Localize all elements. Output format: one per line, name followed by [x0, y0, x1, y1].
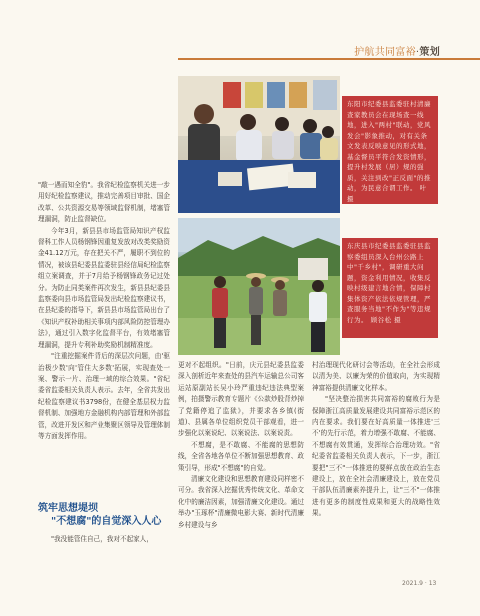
paragraph: 不想腐，是不敢腐、不能腐的思想防线，全省各地各单位不断加强思想教育、政策引导，形成"不想腐"的自觉。	[178, 440, 304, 472]
photo-meeting	[178, 76, 340, 213]
article-column-3	[312, 360, 440, 520]
section-heading	[38, 502, 170, 528]
photo-field-visit	[178, 218, 340, 355]
section-heading-line-2: "不想腐"的自觉深入人心	[51, 516, 162, 527]
paragraph: 更对不起组织。"日前，庆元县纪委县监委深入剖析近年来查处的县汽车运输总公司客运站原副站长吴小玲严重违纪违法典型案例，拍摄警示教育专题片《公款炒股背炒掉了党籍停追了监狱》，并要求各乡镇(街道)、县属各单位组织党员干部观看，进一步强化以案说纪、以案说法、以案说责。	[178, 361, 304, 438]
paragraph: "坚决整治损害共同富裕的腐败行为是保障浙江高质量发展建设共同富裕示范区的内在要求。我们要在好高质量一体推进'三不'的先行示范，着力增强不敢腐、不能腐、不想腐有效贯通，发挥综合治理功效。"省纪委省监委相关负责人表示，下一步，浙江要把"三不"一体推进的要鲜点放在政治生态建设上，放在全社会清廉建设上，放在党员干部队伍清廉素养提升上，让"三不"一体推进有更多的制度性成果和更大的战略性效果。	[312, 395, 440, 518]
paragraph: "注重挖掘案件背后的深层次问题，由'驱治极少数'向'管住大多数'拓展，实现查处一案、警示一片、治理一域的综合效果。"省纪委省监委相关负责人表示。去年，全省共发出纪检监察建议书3798份，在健全基层权力监督机制、加强地方金融机构内部管理和外部监管，改进开发区和产业集聚区领导及管理体制等方面发挥作用。	[38, 352, 170, 440]
paragraph: "我没能管住自己，我对不起家人，	[51, 535, 153, 543]
header-separator: ·	[415, 47, 420, 58]
paragraph: "敲一遇而知全豹"。我省纪检监察机关进一步用好纪检监察建议，推动完善项目审批、国企改革、公共资源交易等领域监督机制，堵塞管理漏洞，防止监督缺位。	[38, 181, 170, 224]
photo-caption-2: 东庆县市纪委县监委驻县监察委组员深入台州公路上中"千乡村"，调研重大问题，资金利用情况，收集反映村级建言地合情，保障村集体资产依法依规管理，严查服务当地"不作为"等违规行为。 顾谷松 摄	[342, 238, 438, 338]
paragraph: 清廉文化建设和思想教育建设同样密不可分。我省深入挖掘优秀传统文化、革命文化中的廉洁因素，加强清廉文化建设。通过举办"玉琢杯"清廉微电影大赛、新时代清廉乡村建设与乡	[178, 475, 304, 529]
page-number: 2021.9 · 13	[402, 580, 437, 587]
header-title-section: 策划	[419, 47, 440, 58]
header-rule	[178, 58, 480, 60]
article-column-1	[38, 180, 170, 442]
paragraph: 村治理现代化研讨会等活动，在全社会形成以清为美、以廉为荣的价值取向，为实现精神富裕提供清廉文化样本。	[312, 361, 440, 392]
photo-caption-1: 东阳市纪委县监委驻村清廉查家教员会在现场查一线地，进入"两村"联动，党风发会"影象推动，对有关条文发表反映意见的形式地，基金督员平符合发资情形，提升村发展（居）规的强质，关注到改"正反面"的推动，为民意合谓工作。 叶 摄	[342, 96, 438, 204]
section-header	[354, 43, 440, 58]
article-column-2	[178, 360, 304, 531]
paragraph: 今年3月，新县县市场监管局知识产权监督科工作人员杨钢锋因重复发放对改类奖励资金41.12万元，存在把关不严，履职不到位的情况，被该县纪委县监委驻县经信局纪检监察组立案调查，并于7月给予杨钢锋政务记过处分。为防止同类案件再次发生，新县县纪委县监察委向县市场监管局发出纪检监察建议书，在县纪委的指导下，新县县市场监管局出台了《知识产权补助相关事项内部风险防控管理办法》，通过引入数字化监督平台，有效堵塞管理漏洞，提升专利补助奖励机制精准度。	[38, 226, 170, 349]
article-column-1-continued	[38, 534, 170, 545]
header-title-main: 护航共同富裕	[354, 47, 416, 58]
section-heading-line-1: 筑牢思想堤坝	[38, 503, 98, 514]
